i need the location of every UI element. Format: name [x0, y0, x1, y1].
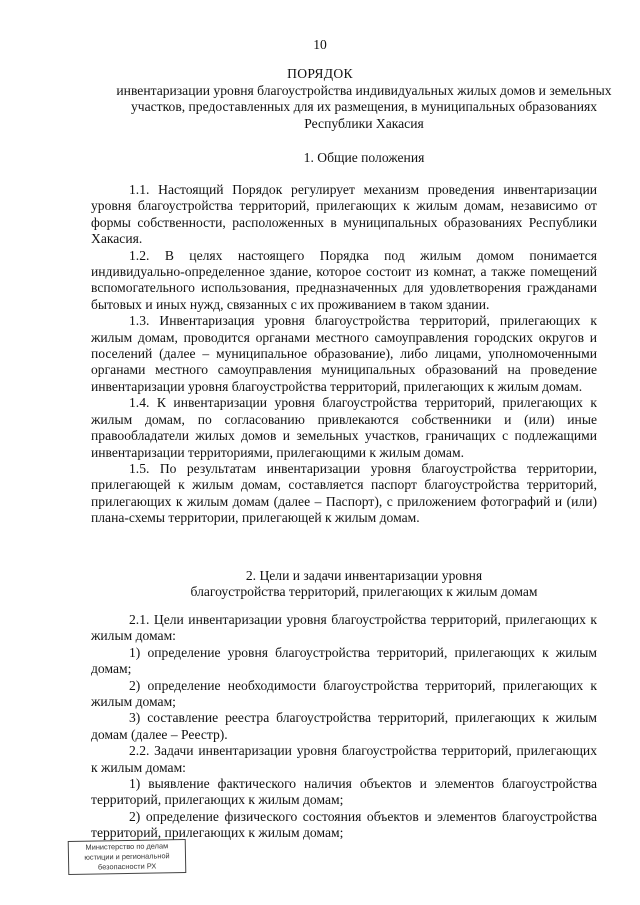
section-2-heading	[100, 568, 628, 601]
registration-stamp	[68, 839, 187, 875]
stamp-line-2: юстиции и региональной	[84, 851, 170, 862]
paragraph-1-3: 1.3. Инвентаризация уровня благоустройства территорий, прилегающих к жилым домам, проводится органами местного самоуправления городских округов и поселений (далее – муниципальное образование), либо лицами, уполномоченными органами местного самоуправления муниципальных образований на проведение инвентаризации уровня благоустройства территорий, прилегающих к жилым домам.	[91, 313, 597, 394]
stamp-line-1: Министерство по делам	[85, 841, 169, 852]
section-2-heading-line1: 2. Цели и задачи инвентаризации уровня	[245, 568, 483, 583]
document-title: ПОРЯДОК	[287, 66, 353, 81]
paragraph-1-1: 1.1. Настоящий Порядок регулирует механизм проведения инвентаризации уровня благоустройства территорий, прилегающих к жилым домам, независимо от формы собственности, расположенных в муниципальных образованиях Республики Хакасия.	[91, 182, 597, 247]
page-number: 10	[313, 37, 327, 52]
paragraph-2-2: 2.2. Задачи инвентаризации уровня благоустройства территорий, прилегающих к жилым домам:	[91, 743, 597, 775]
paragraph-1-4: 1.4. К инвентаризации уровня благоустройства территорий, прилегающих к жилым домам, по согласованию привлекаются собственники и (или) иные правообладатели жилых домов и земельных участков, граничащих с подлежащими инвентаризации территориями, прилегающими к жилым домам.	[91, 395, 597, 460]
section-1-body	[91, 182, 597, 527]
list-item-2-2-2: 2) определение физического состояния объектов и элементов благоустройства территорий, прилегающих к жилым домам;	[91, 808, 597, 841]
list-item-2-1-3: 3) составление реестра благоустройства территорий, прилегающих к жилым домам (далее – Реестр).	[91, 710, 597, 742]
paragraph-1-2: 1.2. В целях настоящего Порядка под жилым домом понимается индивидуально-определенное здание, которое состоит из комнат, а также помещений вспомогательного использования, предназначенных для удовлетворения гражданами бытовых и иных нужд, связанных с их проживанием в таком здании.	[91, 247, 597, 312]
list-item-2-1-2: 2) определение необходимости благоустройства территорий, прилегающих к жилым домам;	[91, 677, 597, 710]
section-2-body	[91, 612, 597, 842]
stamp-line-3: безопасности РХ	[97, 861, 157, 872]
list-item-2-2-1: 1) выявление фактического наличия объектов и элементов благоустройства территорий, прилегающих к жилым домам;	[91, 776, 597, 808]
section-2-heading-line2: благоустройства территорий, прилегающих к жилым домам	[190, 584, 538, 600]
paragraph-2-1: 2.1. Цели инвентаризации уровня благоустройства территорий, прилегающих к жилым домам:	[91, 612, 597, 644]
paragraph-1-5: 1.5. По результатам инвентаризации уровня благоустройства территории, прилегающей к жилым домам, составляется паспорт благоустройства территорий, прилегающих к жилым домам (далее – Паспорт), с приложением фотографий и (или) плана-схемы территории, прилегающей к жилым домам.	[91, 460, 597, 526]
list-item-2-1-1: 1) определение уровня благоустройства территорий, прилегающих к жилым домам;	[91, 644, 597, 677]
section-1-heading: 1. Общие положения	[303, 150, 425, 165]
document-subtitle: инвентаризации уровня благоустройства индивидуальных жилых домов и земельных участков, предоставленных для их размещения, в муниципальных образованиях Республики Хакасия	[116, 83, 612, 131]
